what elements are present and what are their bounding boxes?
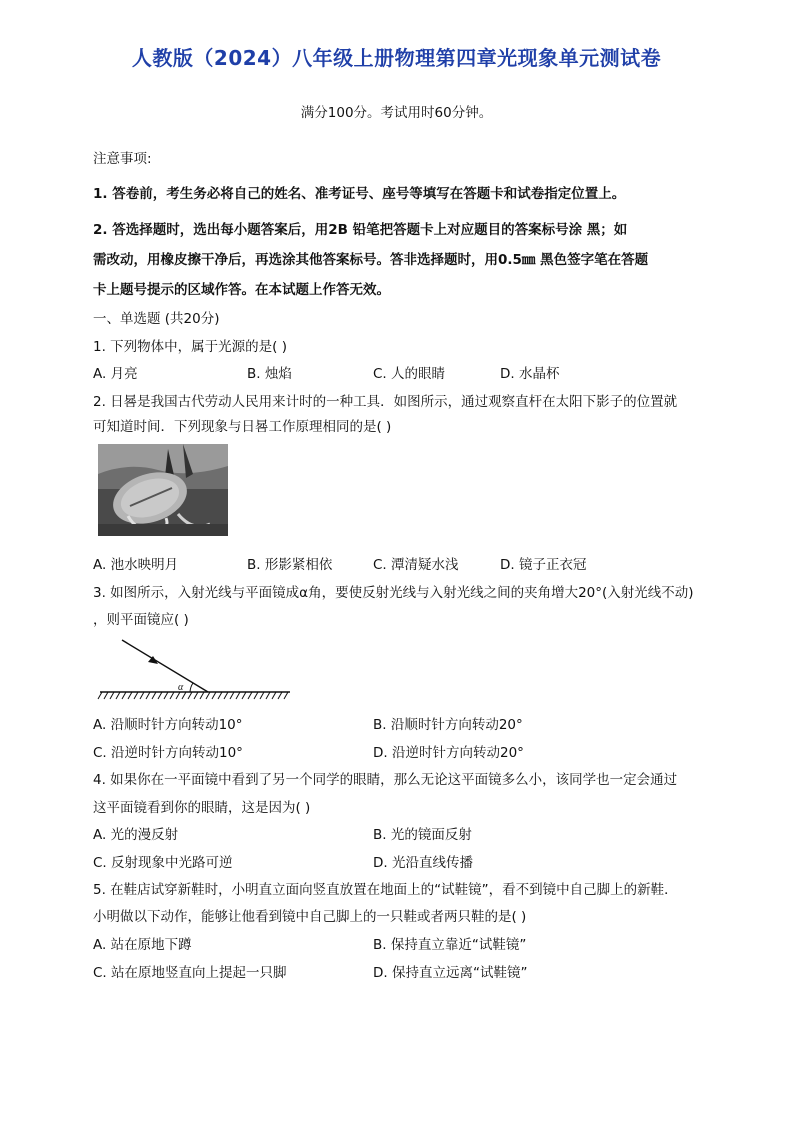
question-1-option-c: C. 人的眼睛: [373, 366, 446, 382]
question-4-option-c: C. 反射现象中光路可逆: [93, 855, 233, 871]
question-3-option-c: C. 沿逆时针方向转动10°: [93, 745, 243, 761]
question-3-stem-line-2: ，则平面镜应( ): [93, 612, 189, 628]
incident-ray: [122, 640, 208, 692]
notice-1: 1. 答卷前，考生务必将自己的姓名、准考证号、座号等填写在答题卡和试卷指定位置上。: [93, 186, 626, 202]
exam-subtitle: 满分100分。考试用时60分钟。: [300, 105, 493, 121]
question-4-stem-line-2: 这平面镜看到你的眼睛，这是因为( ): [93, 800, 311, 816]
question-1-option-d: D. 水晶杯: [500, 366, 560, 382]
question-3-option-d: D. 沿逆时针方向转动20°: [373, 745, 524, 761]
notice-2-line-1: 2. 答选择题时，选出每小题答案后，用2B 铅笔把答题卡上对应题目的答案标号涂 黑；如: [93, 222, 628, 238]
angle-arc: [190, 683, 193, 692]
question-4-option-d: D. 光沿直线传播: [373, 855, 473, 871]
question-5-option-c: C. 站在原地竖直向上提起一只脚: [93, 965, 287, 981]
question-1-option-b: B. 烛焰: [247, 366, 292, 382]
question-5-option-b: B. 保持直立靠近“试鞋镜”: [373, 937, 527, 953]
question-2-option-d: D. 镜子正衣冠: [500, 557, 587, 573]
section-header: 一、单选题 (共20分): [93, 311, 220, 327]
question-4-option-a: A. 光的漫反射: [93, 827, 179, 843]
question-5-option-a: A. 站在原地下蹲: [93, 937, 192, 953]
question-2-stem-line-1: 2. 日晷是我国古代劳动人民用来计时的一种工具．如图所示，通过观察直杆在太阳下影子的位置就: [93, 394, 678, 410]
question-2-stem-line-2: 可知道时间．下列现象与日晷工作原理相同的是( ): [93, 419, 392, 435]
question-1-stem: 1. 下列物体中，属于光源的是( ): [93, 339, 287, 355]
question-5-stem-line-1: 5. 在鞋店试穿新鞋时，小明直立面向竖直放置在地面上的“试鞋镜”，看不到镜中自己脚上的新鞋．: [93, 882, 678, 898]
question-4-stem-line-1: 4. 如果你在一平面镜中看到了另一个同学的眼睛，那么无论这平面镜多么小，该同学也一定会通过: [93, 772, 678, 788]
angle-label: α: [178, 682, 184, 693]
question-4-option-b: B. 光的镜面反射: [373, 827, 472, 843]
question-3-option-a: A. 沿顺时针方向转动10°: [93, 717, 243, 733]
question-3-option-b: B. 沿顺时针方向转动20°: [373, 717, 523, 733]
mirror-diagram: [96, 636, 292, 702]
question-2-option-a: A. 池水映明月: [93, 557, 179, 573]
question-2-option-b: B. 形影紧相依: [247, 557, 333, 573]
mirror-hatching: [98, 692, 288, 699]
sundial-photo: [98, 444, 228, 536]
question-5-stem-line-2: 小明做以下动作，能够让他看到镜中自己脚上的一只鞋或者两只鞋的是( ): [93, 909, 527, 925]
notice-header: 注意事项:: [93, 151, 152, 167]
question-2-option-c: C. 潭清疑水浅: [373, 557, 459, 573]
page-title: 人教版（2024）八年级上册物理第四章光现象单元测试卷: [131, 46, 662, 70]
question-5-option-d: D. 保持直立远离“试鞋镜”: [373, 965, 528, 981]
notice-2-line-3: 卡上题号提示的区域作答。在本试题上作答无效。: [93, 282, 390, 298]
question-3-stem-line-1: 3. 如图所示，入射光线与平面镜成α角，要使反射光线与入射光线之间的夹角增大20°(入射光线不动): [93, 585, 694, 601]
notice-2-line-2: 需改动，用橡皮擦干净后，再选涂其他答案标号。答非选择题时，用0.5㎜ 黑色签字笔在答题: [93, 252, 649, 268]
question-1-option-a: A. 月亮: [93, 366, 138, 382]
